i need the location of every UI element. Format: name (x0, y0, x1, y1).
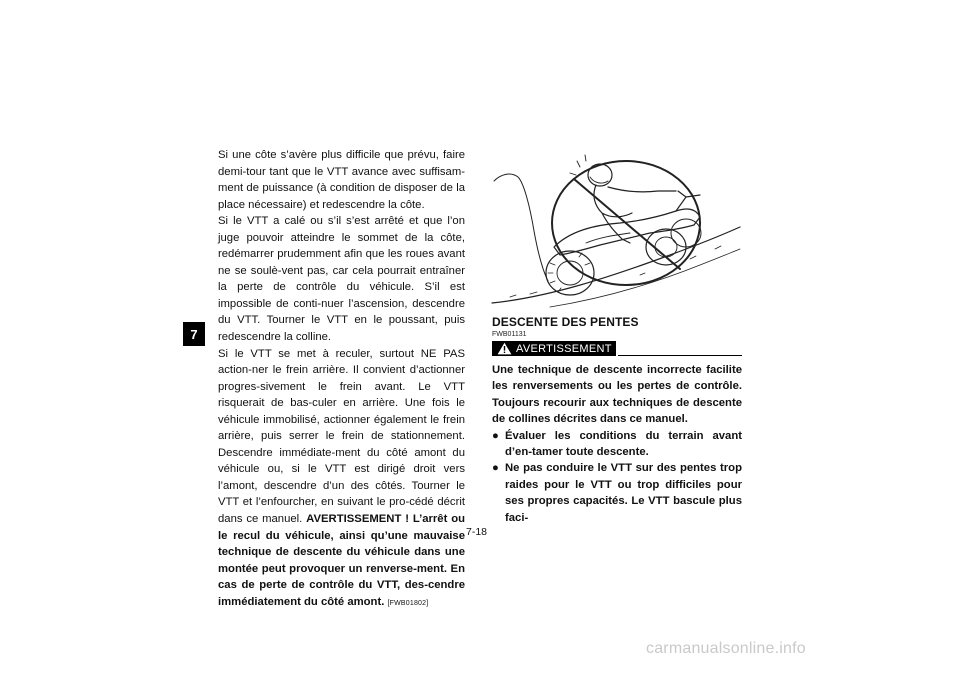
slope-line-lower (550, 249, 740, 307)
paragraph-turn-around: Si une côte s’avère plus difficile que prévu, faire demi-tour tant que le VTT avance avec suffisam-ment de puissance (à condition de disposer de la place nécessaire) et redescendre la côte. (218, 149, 465, 211)
paragraph-stalled: Si le VTT a calé ou s’il s’est arrêté et que l’on juge pouvoir atteindre le sommet de la côte, redémarrer prudemment afin que les roues avant ne se soulè-vent pas, car cela pourrait entraîner la perte de contrôle du véhicule. S’il est impossible de conti-nuer l’ascension, descendre du VTT. Tourner le VTT en le poussant, puis redescendre la colline. (218, 215, 465, 344)
motion-curve (494, 174, 548, 281)
section-title: DESCENTE DES PENTES (492, 315, 639, 329)
warning-rule (618, 355, 742, 356)
warning-triangle-icon (497, 342, 512, 355)
bullet-icon: ● (492, 462, 499, 475)
front-wheel (646, 229, 686, 265)
paragraph-rolling-back (218, 346, 465, 613)
rolling-back-text: Si le VTT se met à reculer, surtout NE PAS action-ner le frein arrière. Il convient d’actionner progres-sivement le frein avant. Le VTT risquerait de bas-culer en arrière. Une fois le véhicule immobilisé, actionner également le frein arrière, puis serrer le frein de stationnement. Descendre immédiate-ment du côté amont du véhicule ou, si le VTT est dirigé droit vers l’amont, descendre d’un des côtés. Tourner le VTT et l’enfourcher, en suivant le pro-cédé décrit dans ce manuel. (218, 347, 465, 526)
reference-code: [FWB01802] (387, 599, 429, 607)
rolling-back-warning: AVERTISSEMENT ! L’arrêt ou le recul du véhicule, ainsi qu’une mauvaise technique de descente du véhicule dans une montée peut provoquer un renverse-ment. En cas de perte de contrôle du VTT, des-cendre immédiatement du côté amont. (218, 513, 465, 608)
warning-label: AVERTISSEMENT (516, 342, 612, 355)
warning-bullet-text: Évaluer les conditions du terrain avant d’en-tamer toute descente. (505, 429, 742, 459)
warning-intro: Une technique de descente incorrecte facilite les renversements ou les pertes de contrôle. Toujours recourir aux techniques de descente de collines décrites dans ce manuel. (492, 364, 742, 426)
warning-bullet-item (492, 428, 742, 461)
chapter-tab: 7 (183, 322, 205, 346)
left-column (218, 147, 465, 612)
warning-bullet-item (492, 460, 742, 526)
warning-bullet-text: Ne pas conduire le VTT sur des pentes trop raides pour le VTT ou trop difficiles pour ses propres capacités. Le VTT bascule plus faci- (505, 462, 742, 524)
rider-body (594, 185, 676, 243)
section-code: FWB01131 (492, 331, 527, 338)
warning-label-box (492, 341, 616, 356)
page-number: 7-18 (466, 526, 488, 538)
bullet-icon: ● (492, 429, 499, 442)
prohibition-slash (574, 179, 680, 269)
warning-banner (492, 341, 742, 356)
slope-line (492, 227, 740, 303)
atv-downhill-prohibited-illustration (490, 147, 742, 311)
warning-text (492, 362, 742, 526)
warning-bullet-list (492, 428, 742, 526)
watermark: carmanualsonline.info (646, 640, 806, 657)
